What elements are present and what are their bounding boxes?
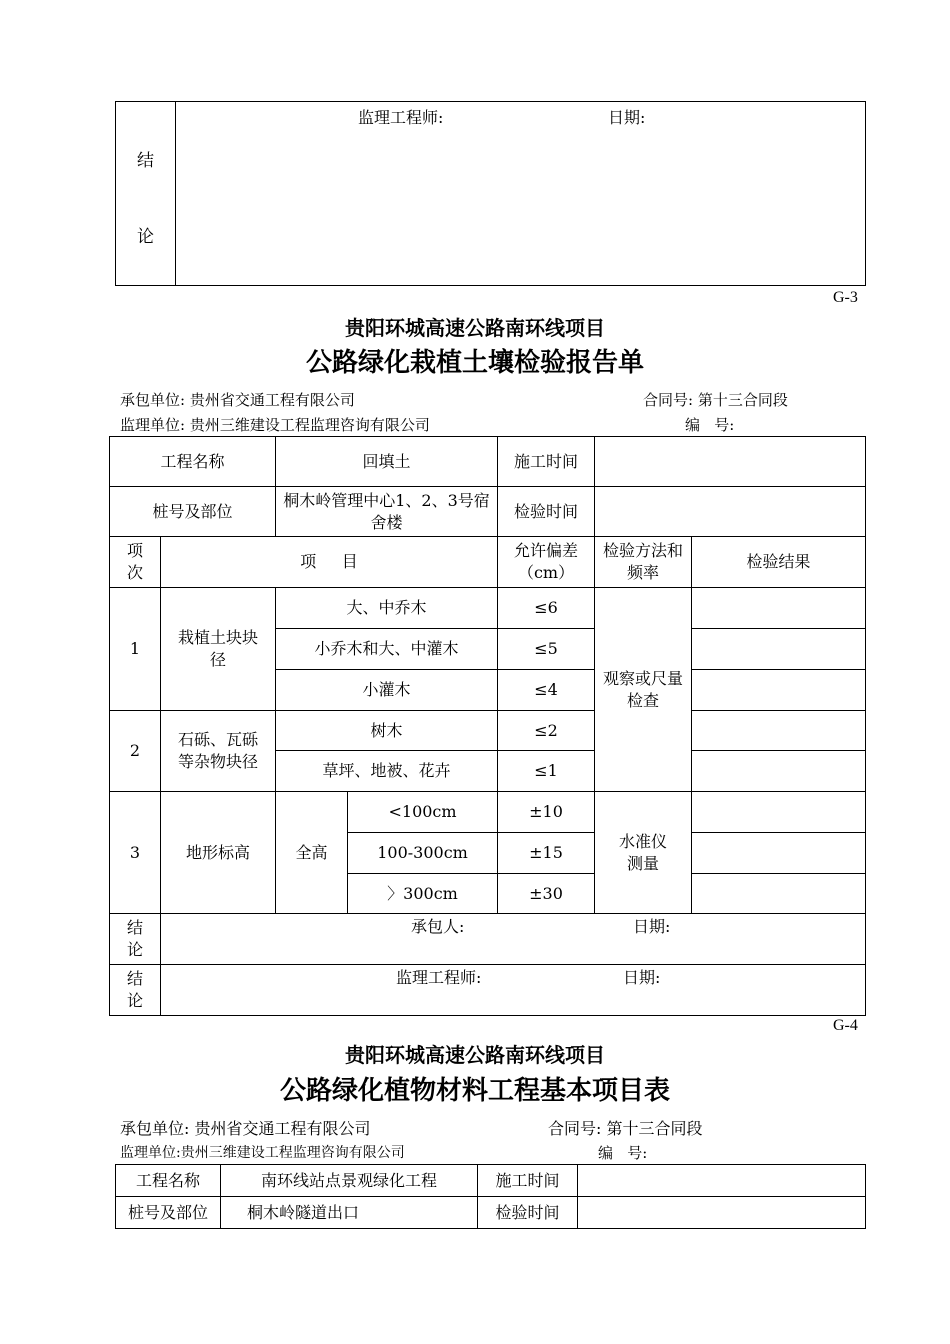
g3-row1a-item: 大、中乔木	[276, 588, 498, 629]
g3-row2b-tol: ≤1	[498, 751, 595, 792]
g3-method-2: 水准仪测量	[595, 792, 692, 914]
g3-row1b-item: 小乔木和大、中灌木	[276, 629, 498, 670]
g3-row3-no: 3	[110, 792, 161, 914]
g3-row2b-result	[692, 751, 866, 792]
g3-inspection-time-value	[595, 487, 866, 537]
g3-col-item: 项 目	[161, 537, 498, 588]
g4-inspection-time-label: 检验时间	[478, 1197, 578, 1229]
g3-row3c-result	[692, 874, 866, 914]
g3-contract-no: 合同号: 第十三合同段	[643, 391, 788, 409]
g3-project-name-value: 回填土	[276, 437, 498, 487]
date-label: 日期:	[608, 108, 646, 127]
g3-conclusion-label-1: 结论	[110, 914, 161, 965]
g3-row1c-result	[692, 670, 866, 711]
conclusion-content	[176, 102, 866, 286]
g4-construction-time-label: 施工时间	[478, 1165, 578, 1197]
g4-project-name-label: 工程名称	[116, 1165, 221, 1197]
g3-contractor-date: 日期:	[633, 917, 671, 936]
g3-station-value: 桐木岭管理中心1、2、3号宿舍楼	[276, 487, 498, 537]
g3-row3c-item: 〉300cm	[348, 874, 498, 914]
g4-contractor: 承包单位: 贵州省交通工程有限公司	[120, 1119, 371, 1138]
g3-inspection-time-label: 检验时间	[498, 487, 595, 537]
g4-serial: 编 号:	[598, 1144, 648, 1162]
g3-row1a-tol: ≤6	[498, 588, 595, 629]
g3-row3b-tol: ±15	[498, 833, 595, 874]
g3-row3-name: 地形标高	[161, 792, 276, 914]
g3-col-no: 项次	[110, 537, 161, 588]
g3-construction-time-value	[595, 437, 866, 487]
g3-engineer-date: 日期:	[623, 968, 661, 987]
g4-basic-table	[115, 1164, 866, 1229]
g3-contractor-sign-cell	[161, 914, 866, 965]
g3-row2a-item: 树木	[276, 711, 498, 751]
g3-row2-no: 2	[110, 711, 161, 792]
g3-method-1: 观察或尺量检查	[595, 588, 692, 792]
g3-row2a-tol: ≤2	[498, 711, 595, 751]
g4-station-value: 桐木岭隧道出口	[221, 1197, 478, 1229]
g3-col-method: 检验方法和频率	[595, 537, 692, 588]
g3-serial: 编 号:	[685, 416, 735, 434]
g3-row1-no: 1	[110, 588, 161, 711]
g4-code: G-4	[833, 1017, 858, 1034]
g3-project-name-label: 工程名称	[110, 437, 276, 487]
g3-row2-name: 石砾、瓦砾等杂物块径	[161, 711, 276, 792]
g4-form-title: 公路绿化植物材料工程基本项目表	[279, 1076, 670, 1106]
g3-row3b-item: 100-300cm	[348, 833, 498, 874]
g3-engineer-sign: 监理工程师:	[396, 968, 482, 987]
g3-contractor: 承包单位: 贵州省交通工程有限公司	[120, 391, 355, 409]
g3-contractor-sign: 承包人:	[411, 917, 465, 936]
g3-code: G-3	[833, 289, 858, 306]
g3-row1c-tol: ≤4	[498, 670, 595, 711]
g3-row1a-result	[692, 588, 866, 629]
g3-engineer-sign-cell	[161, 965, 866, 1016]
g3-row1c-item: 小灌木	[276, 670, 498, 711]
g3-row3a-tol: ±10	[498, 792, 595, 833]
g3-row3c-tol: ±30	[498, 874, 595, 914]
g3-row2b-item: 草坪、地被、花卉	[276, 751, 498, 792]
g3-row1-name: 栽植土块块 径	[161, 588, 276, 711]
g4-contract-no: 合同号: 第十三合同段	[548, 1119, 703, 1138]
g3-col-result: 检验结果	[692, 537, 866, 588]
g3-construction-time-label: 施工时间	[498, 437, 595, 487]
g4-construction-time-value	[578, 1165, 866, 1197]
g3-col-tolerance: 允许偏差（cm）	[498, 537, 595, 588]
g3-supervisor: 监理单位: 贵州三维建设工程监理咨询有限公司	[120, 416, 430, 434]
g3-inspection-table	[109, 436, 866, 1016]
g4-supervisor: 监理单位:贵州三维建设工程监理咨询有限公司	[120, 1145, 405, 1161]
conclusion-char-2: 论	[137, 226, 154, 247]
g3-row2a-result	[692, 711, 866, 751]
g3-row3a-result	[692, 792, 866, 833]
engineer-label: 监理工程师:	[358, 108, 444, 127]
conclusion-side-label	[116, 102, 176, 286]
g3-row3b-result	[692, 833, 866, 874]
g3-row1b-result	[692, 629, 866, 670]
conclusion-char-1: 结	[137, 150, 154, 171]
g3-row3-sub: 全高	[276, 792, 348, 914]
g3-row3a-item: <100cm	[348, 792, 498, 833]
top-conclusion-table	[115, 101, 866, 286]
g4-station-label: 桩号及部位	[116, 1197, 221, 1229]
g3-form-title: 公路绿化栽植土壤检验报告单	[305, 348, 644, 378]
g3-row1b-tol: ≤5	[498, 629, 595, 670]
g4-project-name-value: 南环线站点景观绿化工程	[221, 1165, 478, 1197]
g4-inspection-time-value	[578, 1197, 866, 1229]
g3-conclusion-label-2: 结论	[110, 965, 161, 1016]
g3-project-title: 贵阳环城高速公路南环线项目	[345, 316, 605, 340]
g3-station-label: 桩号及部位	[110, 487, 276, 537]
g4-project-title: 贵阳环城高速公路南环线项目	[345, 1043, 605, 1067]
